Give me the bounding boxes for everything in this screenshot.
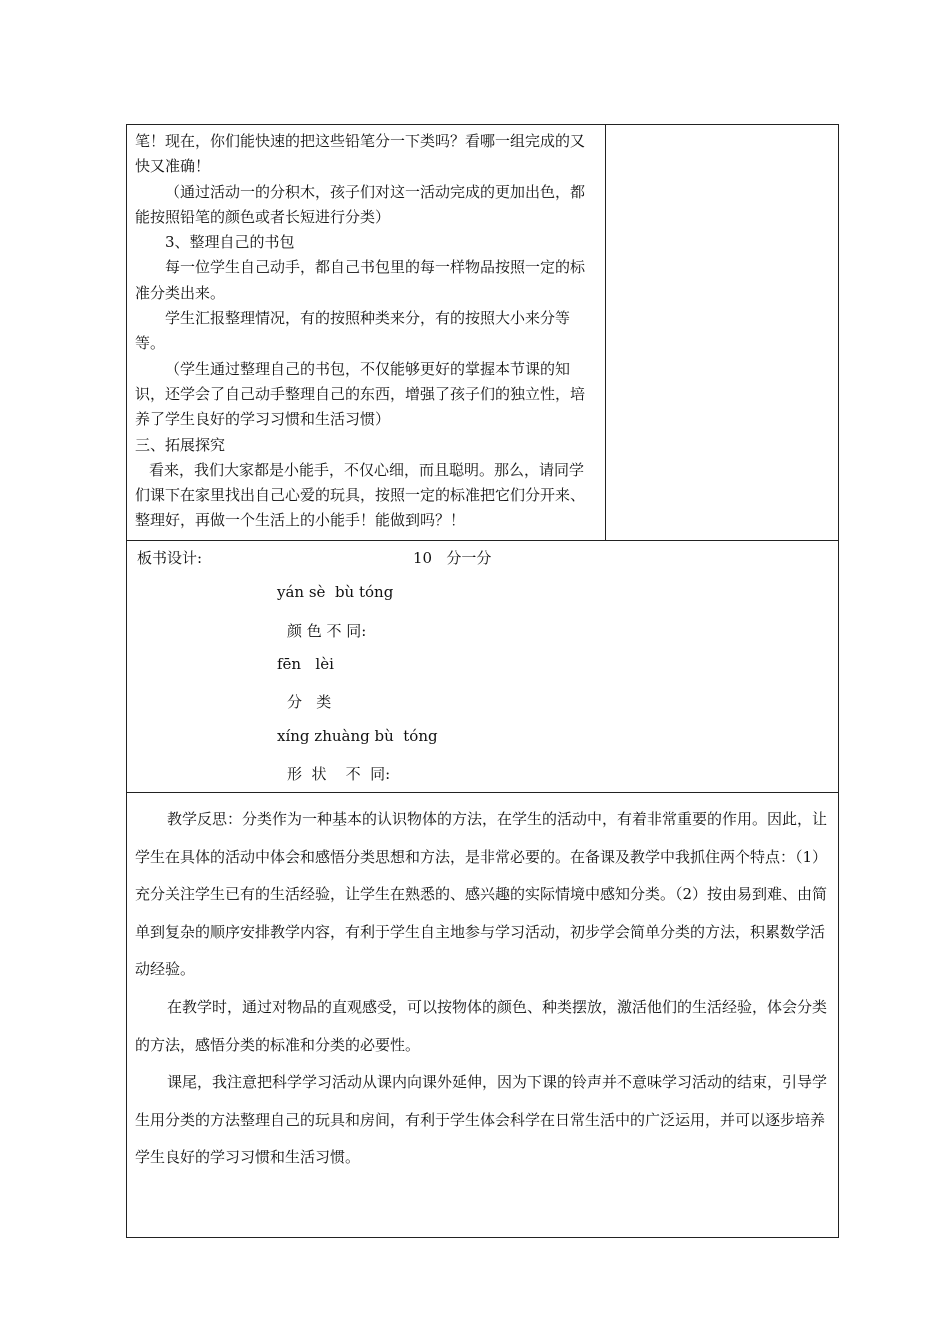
process-heading: 3、整理自己的书包 <box>165 233 295 252</box>
hanzi-line: 形 状 不 同: <box>287 765 391 783</box>
teaching-process-cell <box>127 125 606 541</box>
hanzi-line: 颜 色 不 同: <box>287 622 367 640</box>
process-paragraph: （通过活动一的分积木，孩子们对这一活动完成的更加出色，都能按照铅笔的颜色或者长短进行分类） <box>135 182 586 226</box>
pinyin-line: xíng zhuàng bù tóng <box>277 727 438 745</box>
board-design-label: 板书设计: <box>137 549 203 567</box>
pinyin-line: yán sè bù tóng <box>277 583 394 601</box>
board-design-title: 10 分一分 <box>413 549 492 567</box>
process-section-heading: 三、拓展探究 <box>135 435 226 454</box>
notes-cell <box>606 125 839 541</box>
board-design-cell <box>127 541 839 793</box>
reflection-paragraph: 课尾，我注意把科学学习活动从课内向课外延伸，因为下课的铃声并不意味学习活动的结束，引导学生用分类的方法整理自己的玩具和房间，有利于学生体会科学在日常生活中的广泛运用，并可以逐步培养学生良好的学习习惯和生活习惯。 <box>135 1073 828 1167</box>
reflection-cell <box>127 793 839 1238</box>
process-paragraph: 每一位学生自己动手，都自己书包里的每一样物品按照一定的标准分类出来。 <box>135 258 586 302</box>
hanzi-line: 分 类 <box>287 693 332 711</box>
reflection-paragraph: 教学反思：分类作为一种基本的认识物体的方法，在学生的活动中，有着非常重要的作用。因此，让学生在具体的活动中体会和感悟分类思想和方法，是非常必要的。在备课及教学中我抓住两个特点：（1）充分关注学生已有的生活经验，让学生在熟悉的、感兴趣的实际情境中感知分类。（2）按由易到难、由简单到复杂的顺序安排教学内容，有利于学生自主地参与学习活动，初步学会简单分类的方法，积累数学活动经验。 <box>135 810 828 979</box>
pinyin-line: fēn lèi <box>277 655 334 673</box>
process-paragraph: 学生汇报整理情况，有的按照种类来分，有的按照大小来分等等。 <box>135 309 571 353</box>
process-paragraph: 看来，我们大家都是小能手，不仅心细，而且聪明。那么，请同学们课下在家里找出自己心爱的玩具，按照一定的标准把它们分开来、整理好，再做一个生活上的小能手！能做到吗？！ <box>135 460 586 530</box>
reflection-paragraph: 在教学时，通过对物品的直观感受，可以按物体的颜色、种类摆放，激活他们的生活经验，体会分类的方法，感悟分类的标准和分类的必要性。 <box>135 997 828 1054</box>
lesson-plan-table <box>126 124 839 1238</box>
process-paragraph: 笔！现在，你们能快速的把这些铅笔分一下类吗？看哪一组完成的又快又准确！ <box>135 132 586 176</box>
process-paragraph: （学生通过整理自己的书包，不仅能够更好的掌握本节课的知识，还学会了自己动手整理自己的东西，增强了孩子们的独立性，培养了学生良好的学习习惯和生活习惯） <box>135 359 586 429</box>
